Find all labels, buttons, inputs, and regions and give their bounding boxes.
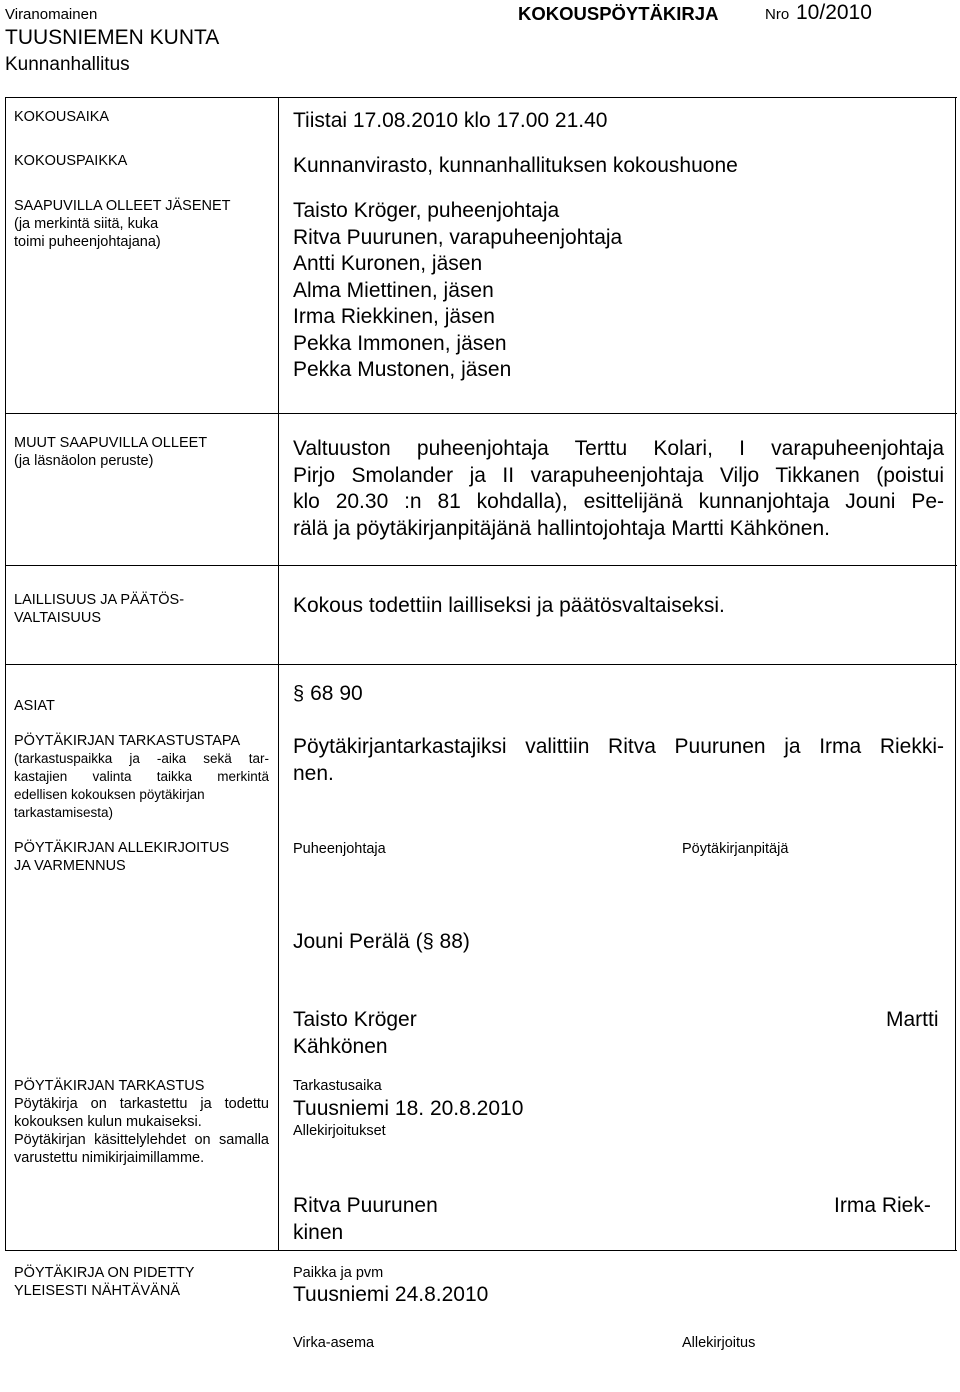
inspection-line: varustettu nimikirjaimillamme. [14, 1150, 205, 1166]
meeting-time-label: KOKOUSAIKA [14, 109, 110, 125]
chair-signature-name [293, 1007, 417, 1060]
row-divider [5, 413, 957, 414]
table-right-border [955, 97, 956, 1251]
signatures-label-line: PÖYTÄKIRJAN ALLEKIRJOITUS [14, 840, 230, 856]
review-method-line: (tarkastuspaikka ja -aika sekä tar- [14, 751, 269, 766]
office-label: Virka-asema [293, 1335, 375, 1351]
others-line: klo 20.30 :n 81 kohdalla), esittelijänä kunnanjohtaja Jouni Pe- [293, 490, 944, 513]
presenter-name: Jouni Perälä ( [293, 930, 423, 953]
public-display-line: YLEISESTI NÄHTÄVÄNÄ [14, 1283, 180, 1299]
document-number: 10/2010 [796, 1, 872, 24]
inspection-signatures-label: Allekirjoitukset [293, 1123, 386, 1139]
member-item: Pekka Immonen, jäsen [293, 331, 507, 355]
inspection-line: kokouksen kulun mukaiseksi. [14, 1114, 202, 1130]
inspector-1-name [293, 1193, 438, 1246]
governing-body: Kunnanhallitus [5, 54, 130, 75]
members-list [293, 198, 622, 384]
meeting-place-value: Kunnanvirasto, kunnanhallituksen kokoushuone [293, 154, 738, 177]
review-method-text-line: nen. [293, 761, 334, 785]
others-text [293, 436, 944, 542]
member-item: Ritva Puurunen, varapuheenjohtaja [293, 225, 623, 249]
public-place-label: Paikka ja pvm [293, 1265, 384, 1281]
legality-label-line: VALTAISUUS [14, 610, 102, 626]
items-label: ASIAT [14, 698, 55, 714]
member-item: Taisto Kröger, puheenjohtaja [293, 199, 560, 222]
signatures-label [14, 839, 229, 875]
others-line: Pirjo Smolander ja II varapuheenjohtaja Viljo Tikkanen (poistui [293, 463, 944, 487]
signature-label: Allekirjoitus [682, 1335, 756, 1351]
inspector-1-line: Ritva Puurunen [293, 1194, 438, 1217]
table-left-border [5, 97, 6, 1251]
document-type: KOKOUSPÖYTÄKIRJA [518, 3, 719, 24]
others-label-line: MUUT SAAPUVILLA OLLEET [14, 435, 208, 451]
review-method-label [14, 732, 269, 822]
review-method-text-line: Pöytäkirjantarkastajiksi valittiin Ritva Puurunen ja Irma Riekki- [293, 735, 944, 758]
items-value: § 68 90 [293, 682, 363, 705]
secretary-label: Pöytäkirjanpitäjä [682, 841, 789, 857]
presenter-section: 88) [439, 930, 470, 953]
presenter-note: Jouni Perälä (§ 88) [293, 930, 470, 953]
table-top-border [5, 97, 957, 98]
member-item: Pekka Mustonen, jäsen [293, 358, 512, 381]
others-line: rälä ja pöytäkirjanpitäjänä hallintojohtaja Martti Kähkönen. [293, 516, 830, 540]
chair-name-line: Taisto Kröger [293, 1008, 417, 1031]
members-label [14, 197, 231, 251]
meeting-time-value: Tiistai 17.08.2010 klo 17.00 21.40 [293, 109, 608, 132]
members-label-line: SAAPUVILLA OLLEET JÄSENET [14, 198, 231, 214]
members-label-line: (ja merkintä siitä, kuka [14, 216, 159, 232]
chair-name-line: Kähkönen [293, 1034, 388, 1058]
review-method-line: edellisen kokouksen pöytäkirjan [14, 787, 205, 802]
review-method-text [293, 734, 944, 787]
public-display-label [14, 1264, 194, 1300]
secretary-signature-name: Martti [886, 1008, 939, 1031]
inspection-line: Pöytäkirjan käsittelylehdet on samalla [14, 1132, 269, 1148]
member-item: Antti Kuronen, jäsen [293, 252, 483, 275]
inspection-time-label: Tarkastusaika [293, 1078, 382, 1094]
others-label-line: (ja läsnäolon peruste) [14, 453, 154, 469]
legality-value: Kokous todettiin lailliseksi ja päätösvaltaiseksi. [293, 594, 725, 617]
member-item: Alma Miettinen, jäsen [293, 278, 494, 302]
member-item: Irma Riekkinen, jäsen [293, 305, 495, 328]
inspection-time-value: Tuusniemi 18. 20.8.2010 [293, 1097, 524, 1120]
row-divider [5, 565, 957, 566]
others-label [14, 434, 207, 470]
legality-label-line: LAILLISUUS JA PÄÄTÖS- [14, 592, 185, 608]
inspector-2-name: Irma Riek- [834, 1194, 931, 1217]
members-label-line: toimi puheenjohtajana) [14, 234, 161, 250]
meeting-place-label: KOKOUSPAIKKA [14, 153, 128, 169]
row-divider [5, 664, 957, 665]
table-column-divider [278, 97, 279, 1251]
signatures-label-line: JA VARMENNUS [14, 858, 126, 874]
review-method-line: kastajien valinta taikka merkintä [14, 769, 269, 784]
public-display-line: PÖYTÄKIRJA ON PIDETTY [14, 1265, 195, 1281]
chair-label: Puheenjohtaja [293, 841, 386, 857]
public-place-value: Tuusniemi 24.8.2010 [293, 1283, 489, 1306]
municipality-name: TUUSNIEMEN KUNTA [5, 26, 220, 49]
number-label: Nro [765, 6, 790, 23]
inspection-line: Pöytäkirja on tarkastettu ja todettu [14, 1096, 269, 1112]
inspection-label [14, 1077, 269, 1167]
legality-label [14, 591, 184, 627]
table-bottom-border [5, 1250, 957, 1251]
inspection-title: PÖYTÄKIRJAN TARKASTUS [14, 1078, 205, 1094]
review-method-title: PÖYTÄKIRJAN TARKASTUSTAPA [14, 733, 241, 749]
items-range: 68 90 [310, 682, 363, 705]
review-method-line: tarkastamisesta) [14, 805, 114, 820]
doc-status: Viranomainen [5, 6, 98, 23]
others-line: Valtuuston puheenjohtaja Terttu Kolari, I varapuheenjohtaja [293, 437, 944, 460]
inspector-1-line: kinen [293, 1220, 344, 1244]
